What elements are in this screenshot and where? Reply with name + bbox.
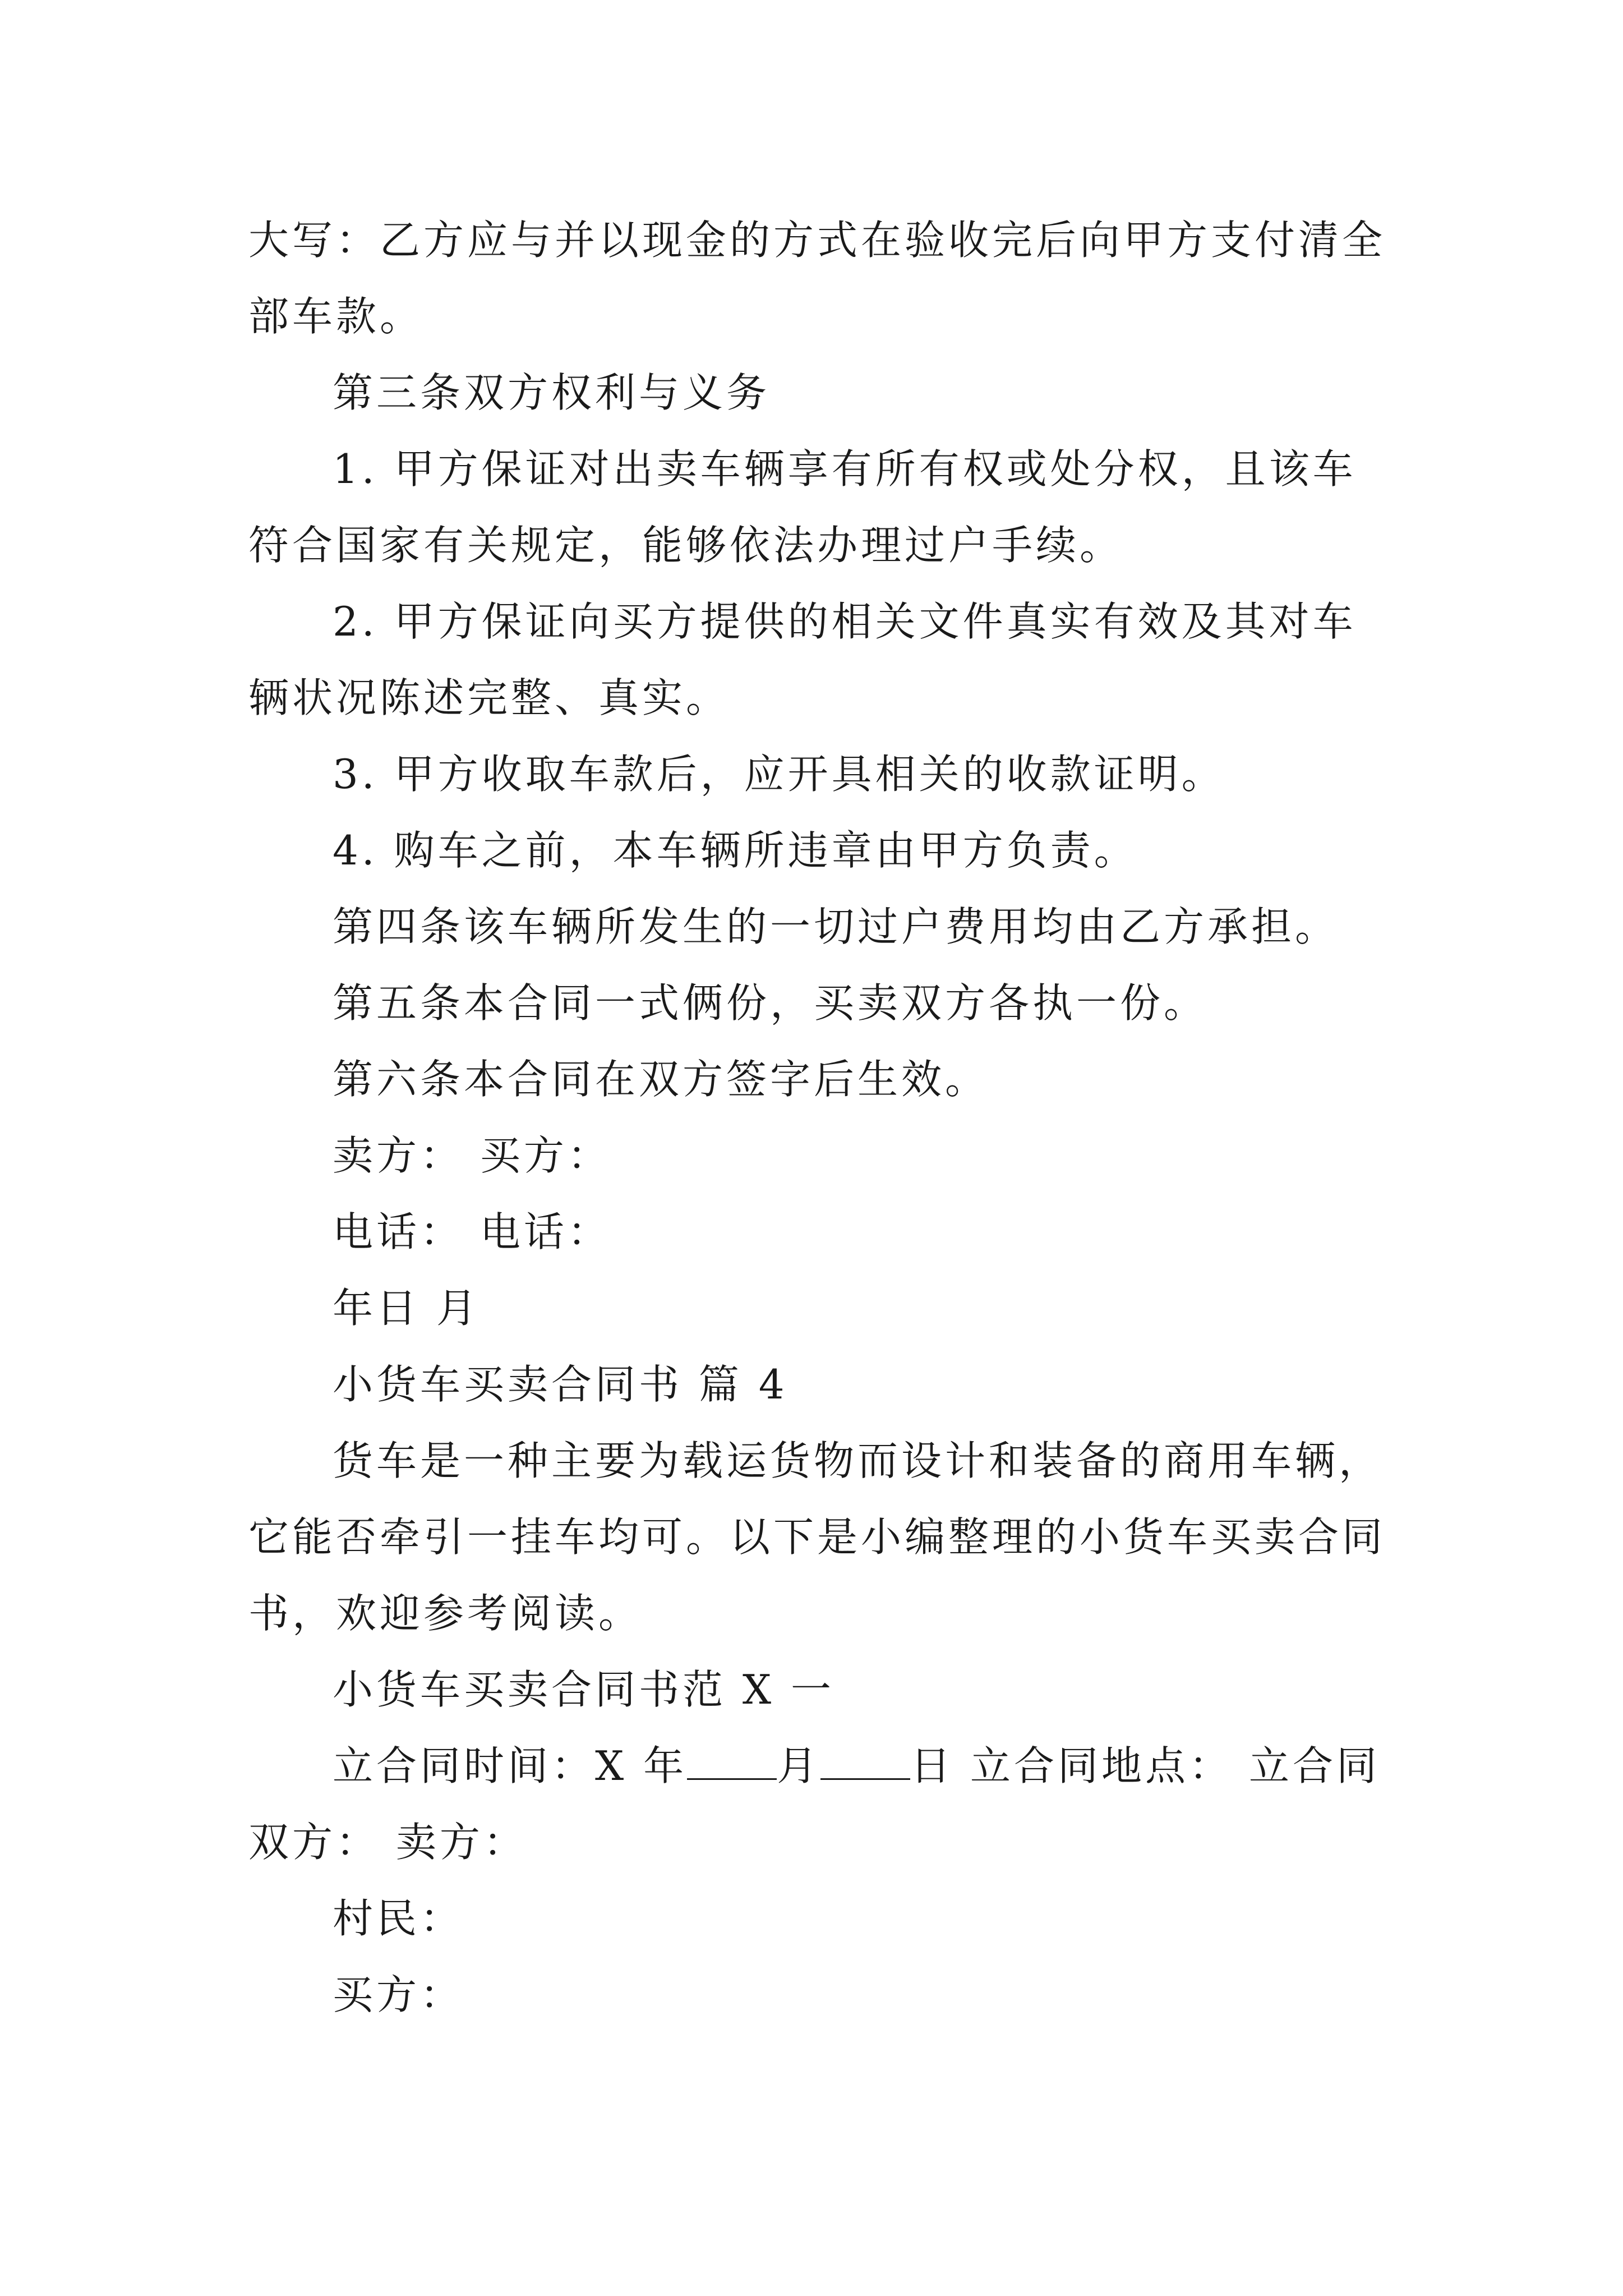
day-blank xyxy=(820,1745,910,1780)
text-line: 4. 购车之前，本车辆所违章由甲方负责。 xyxy=(333,827,1138,874)
section-heading: 第三条双方权利与义务 xyxy=(333,369,771,416)
text-line: 买方： xyxy=(333,1971,464,2018)
text-line: 2. 甲方保证向买方提供的相关文件真实有效及其对车 xyxy=(333,598,1357,645)
signature-seller-buyer: 卖方： 买方： xyxy=(333,1132,611,1179)
month-blank xyxy=(687,1745,777,1780)
text-line: 1. 甲方保证对出卖车辆享有所有权或处分权，且该车 xyxy=(333,445,1357,493)
text-line: 3. 甲方收取车款后，应开具相关的收款证明。 xyxy=(333,751,1225,798)
text-line: 村民： xyxy=(333,1895,464,1942)
contract-time-line xyxy=(248,1728,1398,1804)
text-line: 部车款。 xyxy=(248,293,424,340)
signature-date: 年日 月 xyxy=(333,1285,480,1332)
text-line: 双方： 卖方： xyxy=(248,1819,527,1866)
section-title: 小货车买卖合同书 篇 4 xyxy=(333,1361,788,1408)
contract-time-month: 月 xyxy=(777,1742,821,1789)
text-line: 书，欢迎参考阅读。 xyxy=(248,1590,643,1637)
contract-time-prefix: 立合同时间：X 年 xyxy=(333,1742,688,1789)
text-line: 大写：乙方应与并以现金的方式在验收完后向甲方支付清全 xyxy=(248,217,1386,264)
text-line: 货车是一种主要为载运货物而设计和装备的商用车辆， xyxy=(333,1437,1383,1484)
text-line: 第六条本合同在双方签字后生效。 xyxy=(333,1056,989,1103)
document-page xyxy=(248,202,1398,2033)
text-line: 第四条该车辆所发生的一切过户费用均由乙方承担。 xyxy=(333,903,1339,950)
text-line: 符合国家有关规定，能够依法办理过户手续。 xyxy=(248,522,1124,569)
contract-time-suffix: 日 立合同地点： 立合同 xyxy=(910,1742,1380,1789)
signature-phone: 电话： 电话： xyxy=(333,1208,611,1255)
section-title: 小货车买卖合同书范 X 一 xyxy=(333,1666,835,1713)
text-line: 它能否牵引一挂车均可。以下是小编整理的小货车买卖合同 xyxy=(248,1513,1386,1561)
text-line: 第五条本合同一式俩份，买卖双方各执一份。 xyxy=(333,979,1208,1027)
text-line: 辆状况陈述完整、真实。 xyxy=(248,674,730,721)
